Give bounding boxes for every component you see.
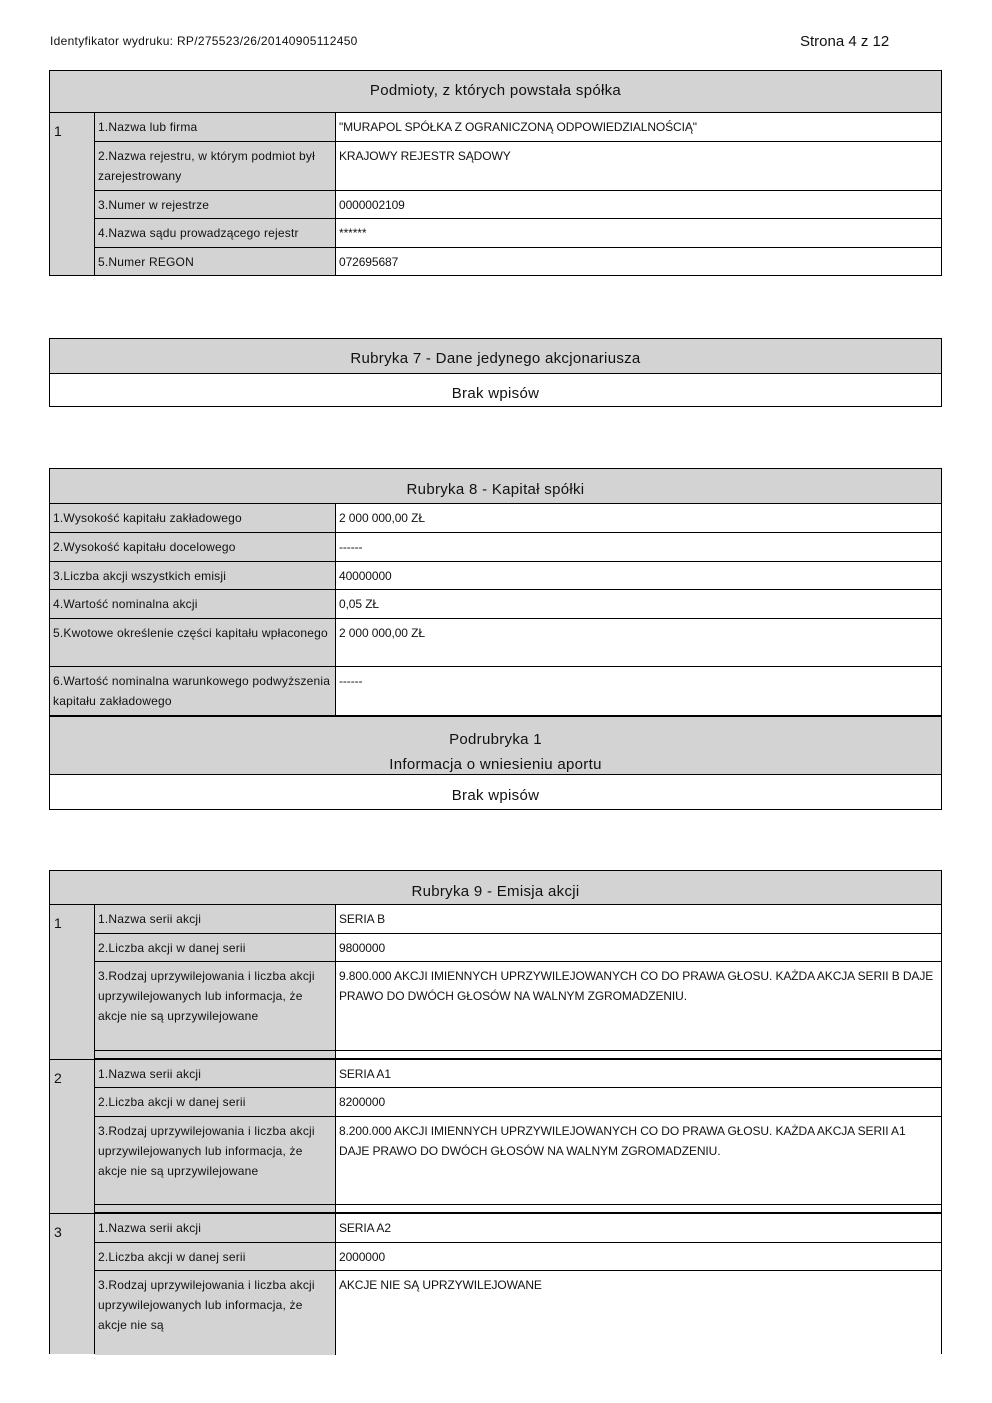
- field-value: "MURAPOL SPÓŁKA Z OGRANICZONĄ ODPOWIEDZIALNOŚCIĄ": [339, 120, 697, 134]
- table-row: [95, 1243, 941, 1271]
- field-label: 1.Nazwa serii akcji: [95, 905, 336, 933]
- table-row: [95, 248, 941, 275]
- field-value: SERIA A2: [339, 1221, 391, 1235]
- section-title: Rubryka 8 - Kapitał spółki: [50, 469, 941, 504]
- field-label: 2.Liczba akcji w danej serii: [95, 1088, 336, 1116]
- section-title: Rubryka 9 - Emisja akcji: [50, 871, 941, 905]
- table-row: [95, 962, 941, 1051]
- entry-separator: [95, 1205, 941, 1213]
- emission-entry: [50, 905, 941, 1059]
- table-row: [50, 504, 941, 533]
- field-value: ------: [339, 674, 363, 688]
- table-row: [95, 142, 941, 191]
- field-value: 2 000 000,00 ZŁ: [339, 511, 425, 525]
- rubryka7-section: [49, 338, 942, 407]
- field-label: 3.Rodzaj uprzywilejowania i liczba akcji uprzywilejowanych lub informacja, że akcje nie są uprzywilejowane: [95, 962, 336, 1050]
- print-identifier: Identyfikator wydruku: RP/275523/26/20140905112450: [50, 34, 358, 48]
- entry-number: 1: [50, 905, 95, 1059]
- field-value: 8.200.000 AKCJI IMIENNYCH UPRZYWILEJOWANYCH CO DO PRAWA GŁOSU. KAŻDA AKCJA SERII A1 DAJE PRAWO DO DWÓCH GŁOSÓW NA WALNYM ZGROMADZENIU.: [339, 1124, 906, 1158]
- separator-cell: [95, 1051, 336, 1058]
- field-label: 3.Liczba akcji wszystkich emisji: [50, 562, 336, 589]
- field-value: 2 000 000,00 ZŁ: [339, 626, 425, 640]
- field-label: 1.Nazwa lub firma: [95, 113, 336, 141]
- table-row: [95, 1088, 941, 1117]
- section-title: Podmioty, z których powstała spółka: [50, 71, 941, 113]
- field-label: 6.Wartość nominalna warunkowego podwyższenia kapitału zakładowego: [50, 667, 336, 715]
- table-row: [95, 113, 941, 142]
- field-value: 2000000: [339, 1250, 386, 1264]
- field-value: 072695687: [339, 255, 399, 269]
- page-number: Strona 4 z 12: [800, 33, 890, 50]
- field-value: KRAJOWY REJESTR SĄDOWY: [339, 149, 511, 163]
- podmiot-entry: [50, 113, 941, 275]
- field-label: 3.Numer w rejestrze: [95, 191, 336, 218]
- rubryka8-section: [49, 468, 942, 810]
- field-label: 4.Nazwa sądu prowadzącego rejestr: [95, 219, 336, 247]
- field-value: 40000000: [339, 569, 392, 583]
- emission-entry: [50, 1213, 941, 1355]
- field-label: 2.Liczba akcji w danej serii: [95, 1243, 336, 1270]
- table-row: [95, 1271, 941, 1355]
- separator-cell: [95, 1205, 336, 1212]
- field-value: AKCJE NIE SĄ UPRZYWILEJOWANE: [339, 1278, 542, 1292]
- field-label: 3.Rodzaj uprzywilejowania i liczba akcji uprzywilejowanych lub informacja, że akcje nie są: [95, 1271, 336, 1355]
- table-row: [50, 619, 941, 667]
- field-label: 2.Liczba akcji w danej serii: [95, 934, 336, 961]
- table-row: [50, 590, 941, 619]
- subsection-title: [50, 716, 941, 775]
- field-value: 0000002109: [339, 198, 405, 212]
- table-row: [95, 1117, 941, 1205]
- field-label: 1.Nazwa serii akcji: [95, 1214, 336, 1242]
- field-label: 5.Numer REGON: [95, 248, 336, 275]
- podmioty-section: [49, 70, 942, 276]
- empty-notice: Brak wpisów: [451, 385, 540, 402]
- rubryka9-section: [49, 870, 942, 1354]
- emission-entry: [50, 1059, 941, 1213]
- field-label: 1.Nazwa serii akcji: [95, 1060, 336, 1087]
- entry-number: 2: [50, 1060, 95, 1213]
- table-row: [50, 533, 941, 562]
- table-row: [95, 191, 941, 219]
- empty-notice: Brak wpisów: [451, 787, 540, 804]
- table-row: [95, 905, 941, 934]
- field-value: 8200000: [339, 1095, 386, 1109]
- subsection-name: Informacja o wniesieniu aportu: [389, 756, 602, 773]
- field-value: 9.800.000 AKCJI IMIENNYCH UPRZYWILEJOWANYCH CO DO PRAWA GŁOSU. KAŻDA AKCJA SERII B DAJE PRAWO DO DWÓCH GŁOSÓW NA WALNYM ZGROMADZENIU.: [339, 969, 934, 1003]
- field-value: SERIA B: [339, 912, 385, 926]
- table-row: [95, 934, 941, 962]
- field-value: 0,05 ZŁ: [339, 597, 379, 611]
- section-title: Rubryka 7 - Dane jedynego akcjonariusza: [50, 339, 941, 374]
- subsection-number: Podrubryka 1: [449, 731, 542, 748]
- field-label: 3.Rodzaj uprzywilejowania i liczba akcji uprzywilejowanych lub informacja, że akcje nie są uprzywilejowane: [95, 1117, 336, 1204]
- table-row: [95, 1060, 941, 1088]
- field-label: 4.Wartość nominalna akcji: [50, 590, 336, 618]
- entry-separator: [95, 1051, 941, 1059]
- field-value: ******: [339, 226, 367, 240]
- field-label: 1.Wysokość kapitału zakładowego: [50, 504, 336, 532]
- table-row: [95, 1214, 941, 1243]
- table-row: [50, 667, 941, 716]
- field-label: 2.Wysokość kapitału docelowego: [50, 533, 336, 561]
- table-row: [95, 219, 941, 248]
- field-label: 2.Nazwa rejestru, w którym podmiot był zarejestrowany: [95, 142, 336, 190]
- field-value: SERIA A1: [339, 1067, 391, 1081]
- field-value: 9800000: [339, 941, 386, 955]
- entry-number: 3: [50, 1214, 95, 1354]
- field-label: 5.Kwotowe określenie części kapitału wpłaconego: [50, 619, 336, 666]
- field-value: ------: [339, 540, 363, 554]
- table-row: [50, 562, 941, 590]
- entry-number: 1: [50, 113, 95, 275]
